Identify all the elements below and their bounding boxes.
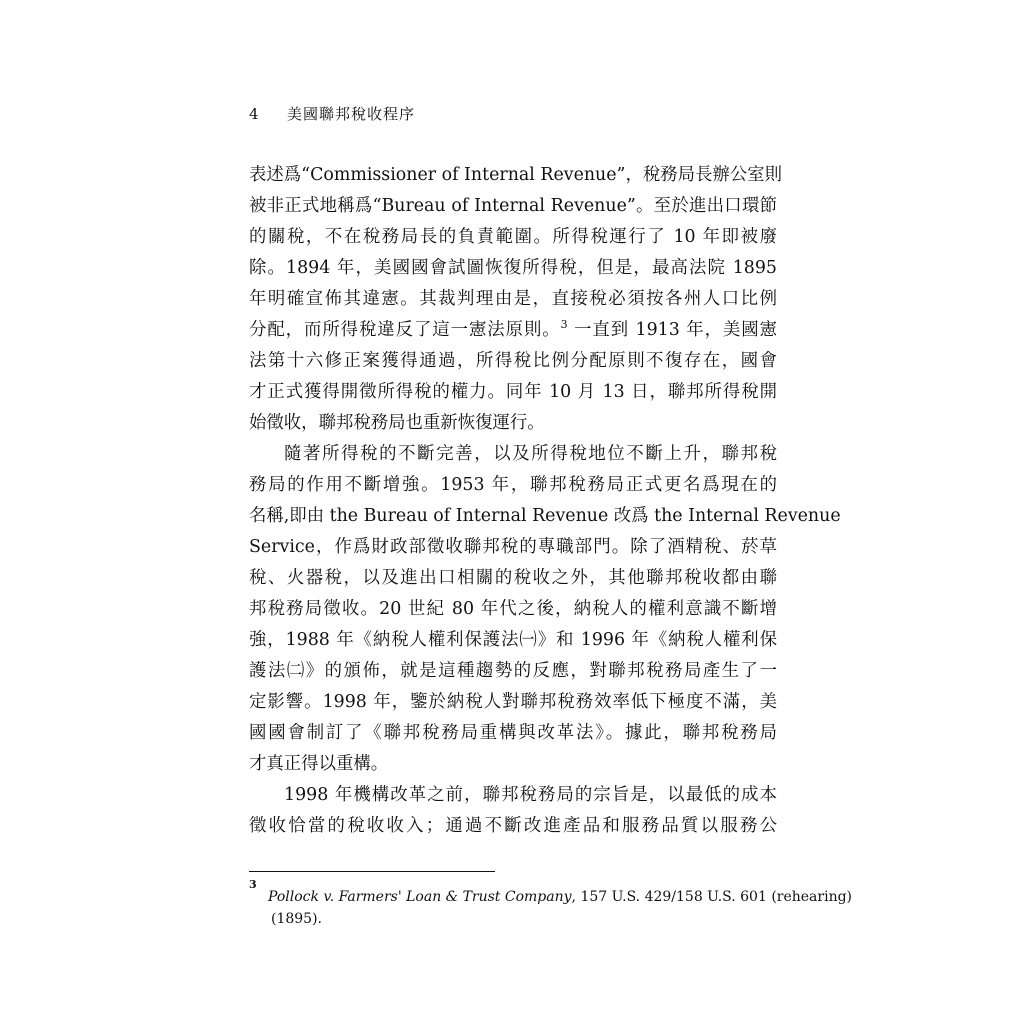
case-name: Pollock v. Farmers' Loan & Trust Company [268,889,572,905]
footnote-line [249,886,853,908]
text-line: 定影響。1998 年，鑒於納稅人對聯邦稅務效率低下極度不滿，美 [249,692,777,712]
text-line: 的關稅，不在稅務局長的負責範圍。所得稅運行了 10 年即被廢 [249,227,777,247]
text-line: 國國會制訂了《聯邦稅務局重構與改革法》。據此，聯邦稅務局 [249,723,777,743]
text-line: 法第十六修正案獲得通過，所得稅比例分配原則不復存在，國會 [249,351,777,371]
text-line: 名稱,即由 the Bureau of Internal Revenue 改爲 the Internal Revenue [249,506,841,526]
text-line: 表述爲“Commissioner of Internal Revenue”，稅務局長辦公室則 [249,165,782,185]
page-number: 4 [249,105,260,123]
text-line: Service，作爲財政部徵收聯邦稅的專職部門。除了酒精稅、菸草 [249,537,777,557]
text-line: 年明確宣佈其違憲。其裁判理由是，直接稅必須按各州人口比例 [249,289,777,309]
text-line: 邦稅務局徵收。20 世紀 80 年代之後，納稅人的權利意識不斷增 [249,599,777,619]
text-line: 務局的作用不斷增強。1953 年，聯邦稅務局正式更名爲現在的 [249,475,777,495]
text-line [249,315,777,346]
footnote-year: (1895). [271,911,323,927]
body-text [249,160,841,842]
footnote-reference: 3 [560,318,568,331]
footnote [249,878,853,930]
text-line: 隨著所得稅的不斷完善，以及所得稅地位不斷上升，聯邦稅 [284,444,777,464]
text-line: 強，1988 年《納稅人權利保護法㈠》和 1996 年《納稅人權利保 [249,630,777,650]
running-head [249,102,415,126]
text-line: 被非正式地稱爲“Bureau of Internal Revenue”。至於進出口環節 [249,196,777,216]
text-line: 除。1894 年，美國國會試圖恢復所得稅，但是，最高法院 1895 [249,258,777,278]
book-title: 美國聯邦稅收程序 [287,105,416,123]
text-line: 稅、火器稅，以及進出口相關的稅收之外，其他聯邦稅收都由聯 [249,568,777,588]
case-citation: , 157 U.S. 429/158 U.S. 601 (rehearing) [571,889,853,905]
footnote-divider [249,871,495,872]
text-line: 護法㈡》的頒佈，就是這種趨勢的反應，對聯邦稅務局產生了一 [249,661,777,681]
text-line: 才真正得以重構。 [249,754,389,774]
text-line: 始徵收，聯邦稅務局也重新恢復運行。 [249,413,545,433]
text-line: 徵收恰當的稅收收入；通過不斷改進產品和服務品質以服務公 [249,816,777,836]
text-line: 1998 年機構改革之前，聯邦稅務局的宗旨是，以最低的成本 [284,785,777,805]
text-segment: 一直到 1913 年，美國憲 [574,320,777,340]
footnote-mark: 3 [249,878,257,891]
text-segment: 分配，而所得稅違反了這一憲法原則。 [249,320,561,340]
text-line: 才正式獲得開徵所得稅的權力。同年 10 月 13 日，聯邦所得稅開 [249,382,777,402]
